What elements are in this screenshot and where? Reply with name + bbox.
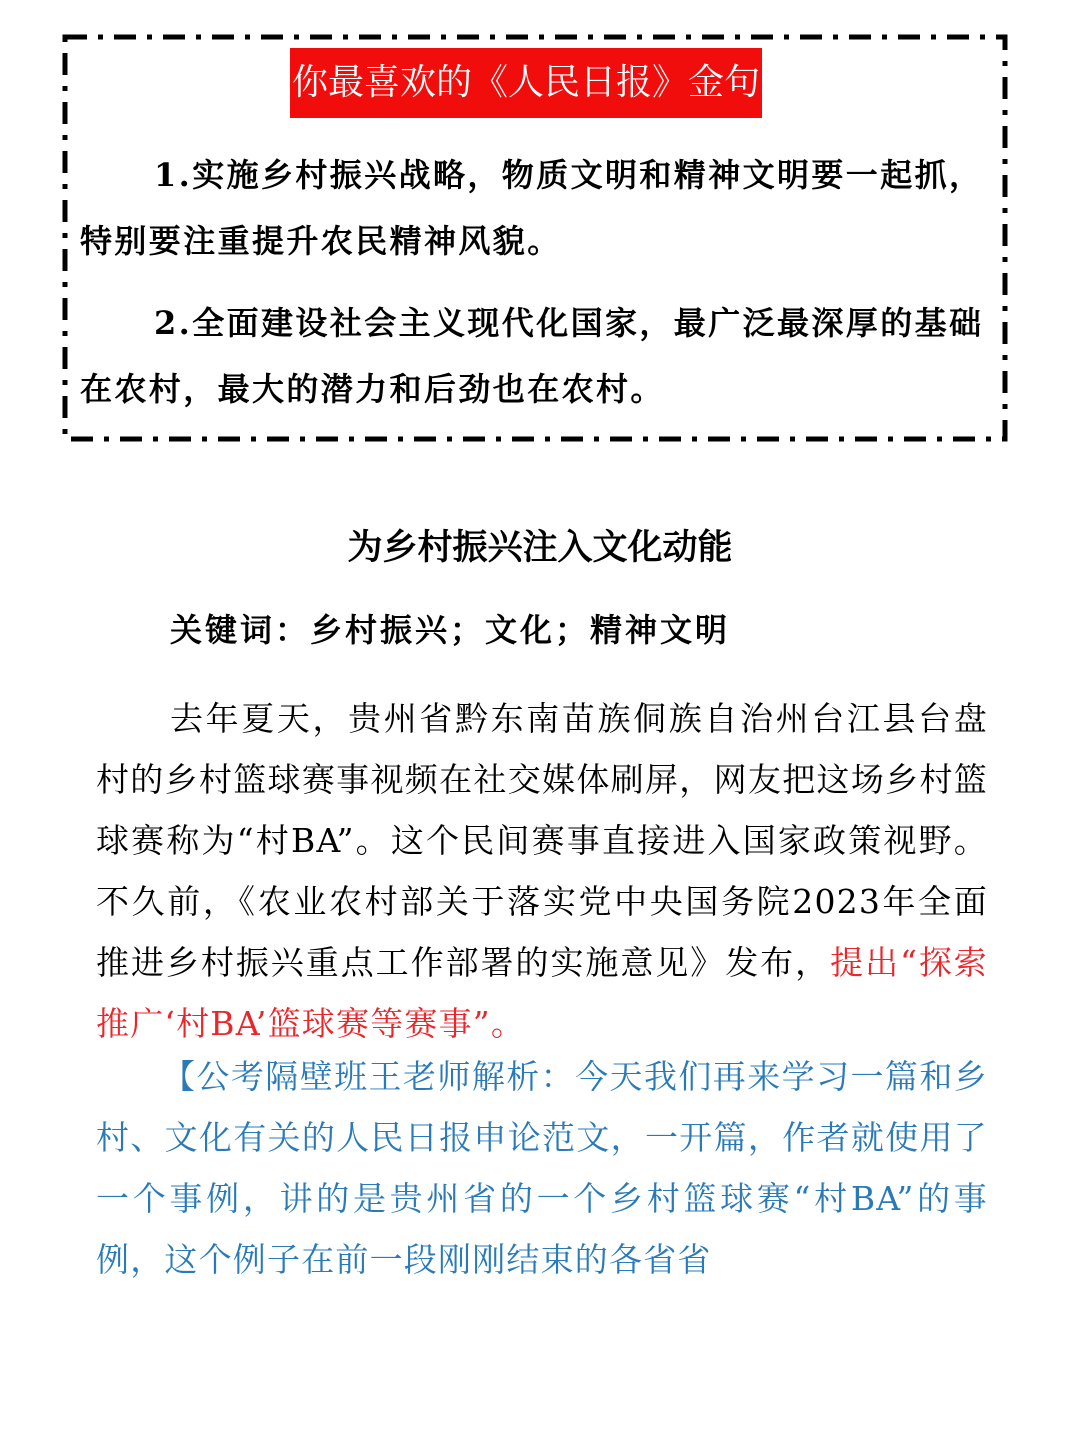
teacher-commentary: 【公考隔壁班王老师解析：今天我们再来学习一篇和乡村、文化有关的人民日报申论范文，一开篇，作者就使用了一个事例，讲的是贵州省的一个乡村篮球赛“村BA”的事例，这个例子在前一段刚刚结束的各省省 — [96, 1057, 988, 1279]
quote-item-1: 1.实施乡村振兴战略，物质文明和精神文明要一起抓，特别要注重提升农民精神风貌。 — [80, 156, 984, 260]
quote-box-title: 你最喜欢的《人民日报》金句 — [290, 48, 762, 118]
article-paragraph-1 — [96, 688, 988, 1054]
quote-item-2: 2.全面建设社会主义现代化国家，最广泛最深厚的基础在农村，最大的潜力和后劲也在农村。 — [80, 304, 984, 408]
article-title: 为乡村振兴注入文化动能 — [347, 528, 733, 568]
paragraph-1-highlight: 提出“探索推广‘村BA’篮球赛等赛事”。 — [96, 943, 989, 1043]
article-keywords: 关键词：乡村振兴；文化；精神文明 — [170, 611, 731, 649]
quote-box — [62, 34, 1008, 442]
paragraph-1-text: 去年夏天，贵州省黔东南苗族侗族自治州台江县台盘村的乡村篮球赛事视频在社交媒体刷屏，网友把这场乡村篮球赛称为“村BA”。这个民间赛事直接进入国家政策视野。不久前，《农业农村部关于落实党中央国务院2023年全面推进乡村振兴重点工作部署的实施意见》发布， — [96, 699, 988, 982]
